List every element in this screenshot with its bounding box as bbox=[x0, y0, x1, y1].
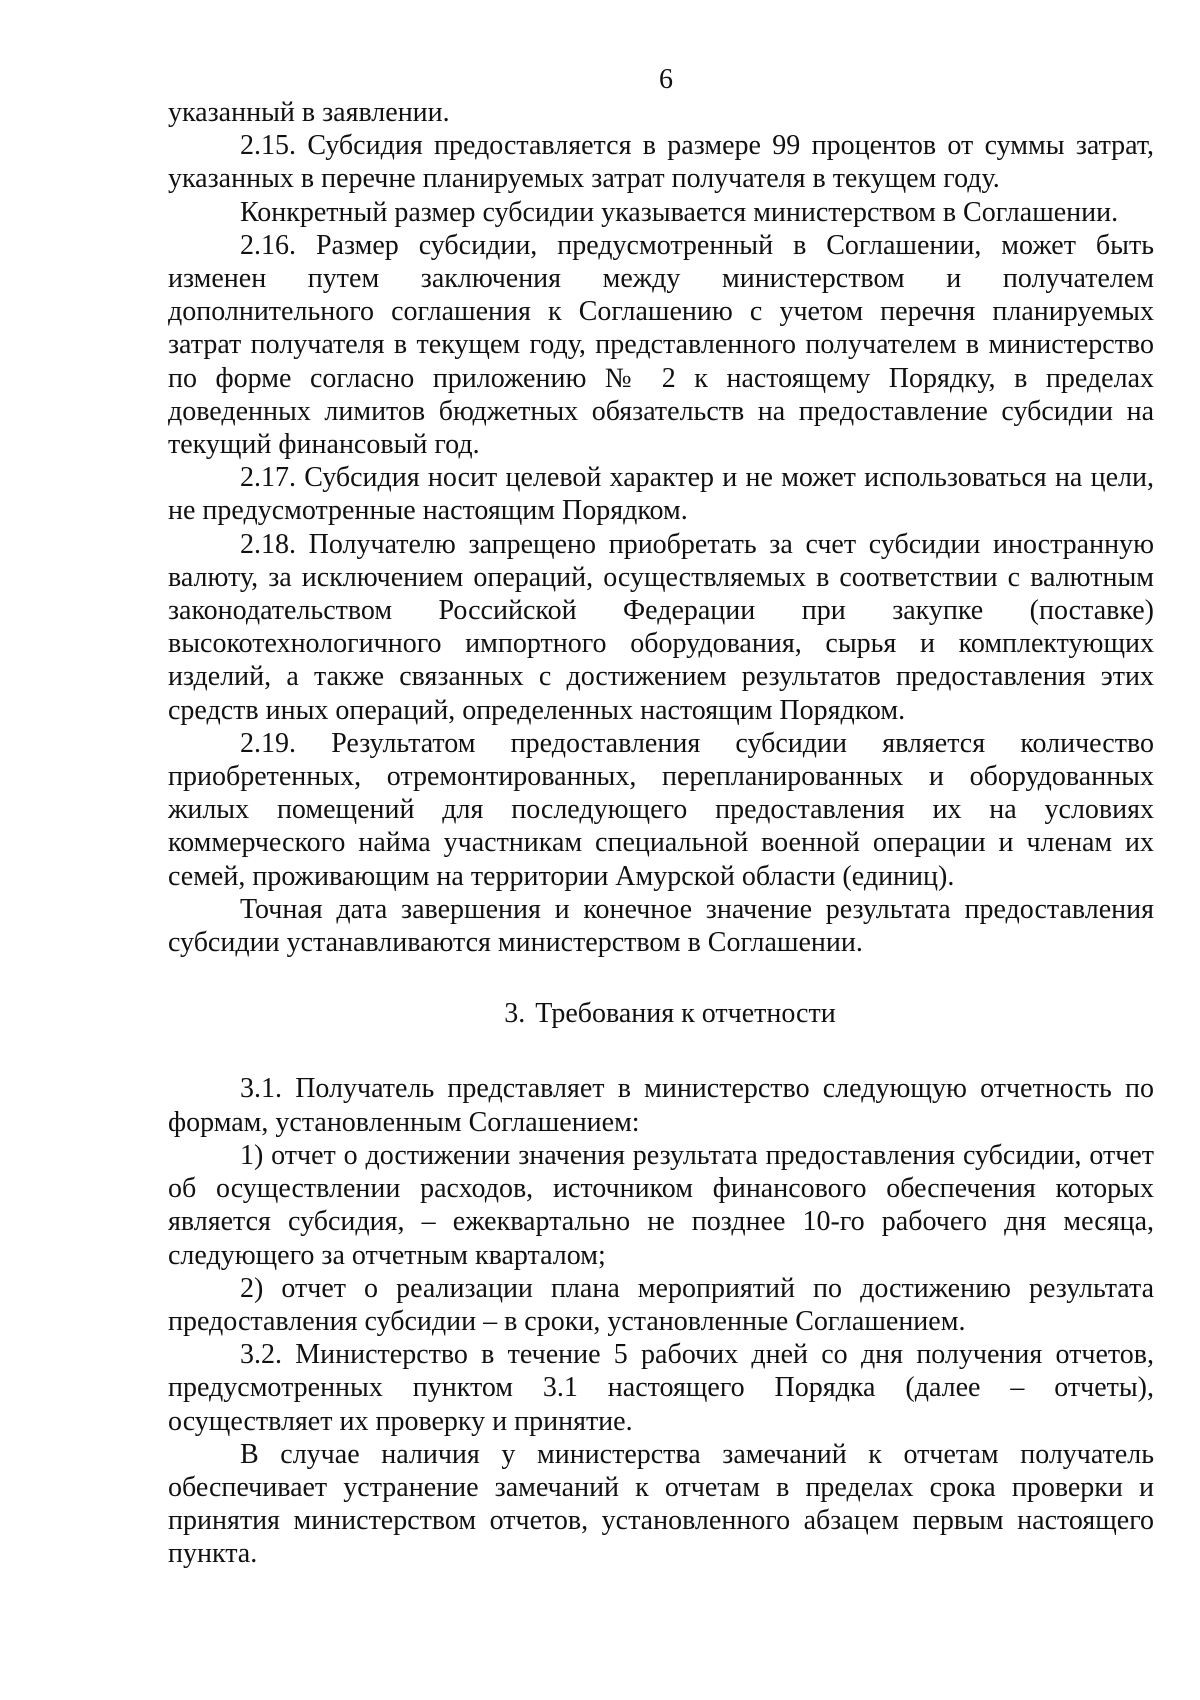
paragraph-2-18: 2.18. Получателю запрещено приобретать за счет субсидии иностранную валюту, за исключением операций, осуществляемых в соответствии с валютным законодательством Российской Федерации при закупке (поставке) высокотехнологичного импортного оборудования, сырья и комплектующих изделий, а также связанных с достижением результатов предоставления этих средств иных операций, определенных настоящим Порядком. bbox=[168, 528, 1154, 726]
paragraph-report-1: 1) отчет о достижении значения результата предоставления субсидии, отчет об осуществлении расходов, источником финансового обеспечения которых является субсидия, – ежеквартально не позднее 10-го рабочего дня месяца, следующего за отчетным кварталом; bbox=[168, 1139, 1154, 1271]
paragraph-2-15: 2.15. Субсидия предоставляется в размере 99 процентов от суммы затрат, указанных в перечне планируемых затрат получателя в текущем году. bbox=[168, 130, 1154, 195]
paragraph-result-date: Точная дата завершения и конечное значение результата предоставления субсидии устанавливаются министерством в Соглашении. bbox=[168, 893, 1154, 959]
section-title: Требования к отчетности bbox=[535, 998, 836, 1030]
section-number: 3. bbox=[504, 998, 526, 1030]
paragraph-2-16: 2.16. Размер субсидии, предусмотренный в Соглашении, может быть изменен путем заключения между министерством и получателем дополнительного соглашения к Соглашению с учетом перечня планируемых затрат получателя в текущем году, представленного получателем в министерство по форме согласно приложению № 2 к настоящему Порядку, в пределах доведенных лимитов бюджетных обязательств на предоставление субсидии на текущий финансовый год. bbox=[168, 229, 1154, 461]
paragraph-3-1: 3.1. Получатель представляет в министерство следующую отчетность по формам, установленным Соглашением: bbox=[168, 1073, 1154, 1138]
paragraph-report-2: 2) отчет о реализации плана мероприятий по достижению результата предоставления субсидии – в сроки, установленные Соглашением. bbox=[168, 1272, 1154, 1337]
document-page bbox=[168, 60, 1154, 1571]
paragraph-3-2: 3.2. Министерство в течение 5 рабочих дней со дня получения отчетов, предусмотренных пунктом 3.1 настоящего Порядка (далее – отчеты), осуществляет их проверку и принятие. bbox=[168, 1339, 1154, 1437]
paragraph-subsidy-amount: Конкретный размер субсидии указывается министерством в Соглашении. bbox=[240, 196, 1119, 228]
paragraph-remarks: В случае наличия у министерства замечаний к отчетам получатель обеспечивает устранение замечаний к отчетам в пределах срока проверки и принятия министерством отчетов, установленного абзацем первым настоящего пункта. bbox=[168, 1438, 1154, 1570]
paragraph-2-17: 2.17. Субсидия носит целевой характер и не может использоваться на цели, не предусмотренные настоящим Порядком. bbox=[168, 462, 1154, 527]
page-number: 6 bbox=[659, 64, 673, 95]
paragraph-continuation: указанный в заявлении. bbox=[168, 97, 450, 128]
paragraph-2-19: 2.19. Результатом предоставления субсидии является количество приобретенных, отремонтированных, перепланированных и оборудованных жилых помещений для последующего предоставления их на условиях коммерческого найма участникам специальной военной операции и членам их семей, проживающим на территории Амурской области (единиц). bbox=[168, 727, 1154, 892]
section-heading bbox=[168, 997, 1154, 1030]
